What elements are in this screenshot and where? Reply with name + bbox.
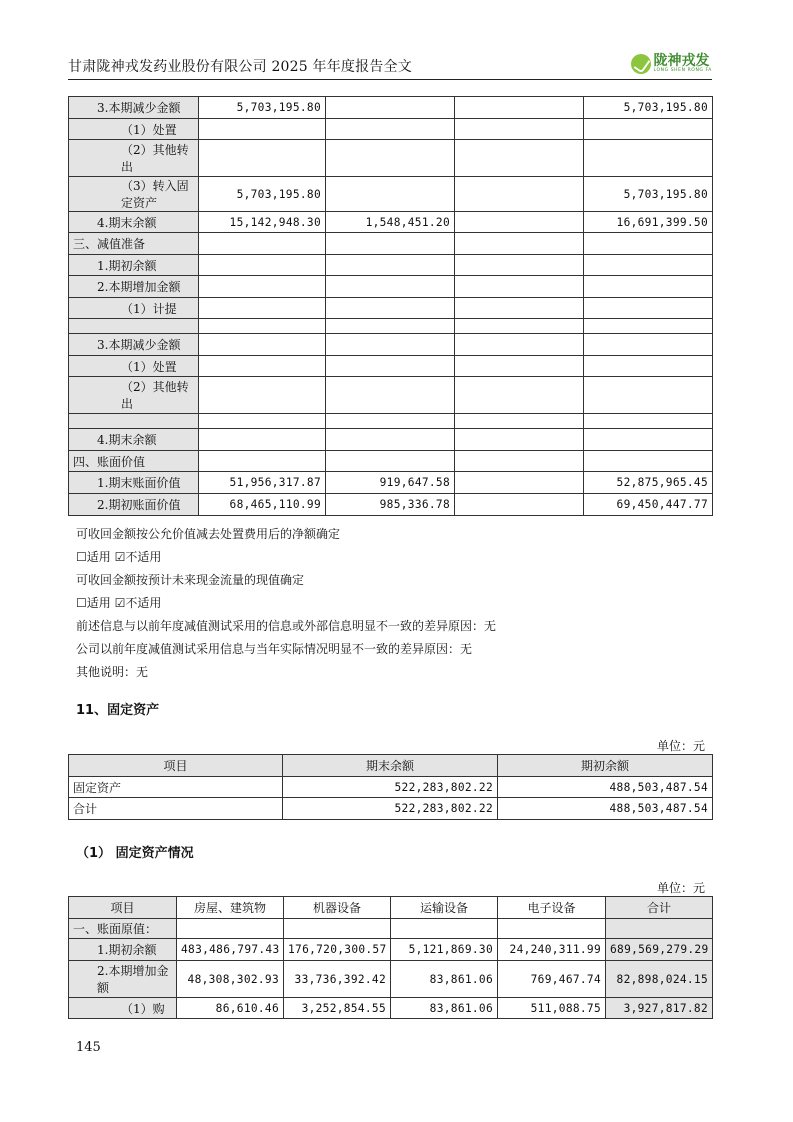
- value-cell: [455, 212, 584, 233]
- logo-leaf-icon: [631, 54, 651, 74]
- value-cell: [199, 255, 326, 276]
- table-row: [69, 377, 713, 414]
- table-row: [69, 451, 713, 472]
- value-cell: [199, 140, 326, 177]
- value-cell: [584, 429, 713, 451]
- table-header-cell: 房屋、建筑物: [177, 897, 284, 919]
- note-paragraph: 前述信息与以前年度减值测试采用的信息或外部信息明显不一致的差异原因：无: [76, 619, 497, 633]
- row-label: 1.期初余额: [69, 939, 177, 961]
- value-cell: 3,927,817.82: [606, 998, 713, 1019]
- value-cell: [326, 414, 455, 429]
- value-cell: 68,465,110.99: [199, 494, 326, 516]
- value-cell: [326, 233, 455, 255]
- table-header-cell: 项目: [69, 897, 177, 919]
- value-cell: [199, 334, 326, 356]
- table-header-cell: 项目: [69, 755, 283, 777]
- value-cell: [455, 177, 584, 212]
- value-cell: 5,703,195.80: [584, 97, 713, 119]
- note-checkbox-line: ☐适用 ☑不适用: [76, 596, 162, 610]
- table-row: [69, 356, 713, 377]
- row-label: （2）其他转出: [69, 140, 199, 177]
- value-cell: [177, 919, 284, 939]
- value-cell: 83,861.06: [391, 998, 498, 1019]
- table-row: [69, 494, 713, 516]
- value-cell: 522,283,802.22: [283, 798, 498, 820]
- table-row: [69, 140, 713, 177]
- note-paragraph: 其他说明：无: [76, 665, 149, 679]
- row-label: [69, 414, 199, 429]
- table-row: [69, 414, 713, 429]
- row-label: （1）计提: [69, 298, 199, 319]
- value-cell: [455, 414, 584, 429]
- table-row: [69, 276, 713, 298]
- row-label: 一、账面原值：: [69, 919, 177, 939]
- value-cell: [455, 276, 584, 298]
- row-label: （2）其他转出: [69, 377, 199, 414]
- value-cell: [455, 119, 584, 140]
- row-label: 2.期初账面价值: [69, 494, 199, 516]
- value-cell: [584, 451, 713, 472]
- value-cell: [326, 177, 455, 212]
- value-cell: [455, 319, 584, 334]
- row-label: 3.本期减少金额: [69, 97, 199, 119]
- value-cell: [326, 319, 455, 334]
- value-cell: 52,875,965.45: [584, 472, 713, 494]
- value-cell: [199, 319, 326, 334]
- page-header: [68, 52, 712, 80]
- value-cell: 51,956,317.87: [199, 472, 326, 494]
- table-header-cell: 合计: [606, 897, 713, 919]
- value-cell: [199, 119, 326, 140]
- table-header-cell: 期初余额: [498, 755, 713, 777]
- value-cell: [326, 97, 455, 119]
- row-label: 3.本期减少金额: [69, 334, 199, 356]
- value-cell: [455, 97, 584, 119]
- value-cell: 919,647.58: [326, 472, 455, 494]
- table-row: [69, 919, 713, 939]
- value-cell: 488,503,487.54: [498, 777, 713, 798]
- value-cell: [584, 233, 713, 255]
- value-cell: [199, 233, 326, 255]
- row-label: 四、账面价值: [69, 451, 199, 472]
- value-cell: [606, 919, 713, 939]
- table-row: [69, 429, 713, 451]
- value-cell: 5,703,195.80: [199, 97, 326, 119]
- value-cell: [326, 276, 455, 298]
- unit-label: 单位：元: [656, 881, 705, 895]
- table-header-cell: 运输设备: [391, 897, 498, 919]
- row-label: 2.本期增加金额: [69, 276, 199, 298]
- company-logo: [631, 52, 712, 76]
- table-row: [69, 212, 713, 233]
- value-cell: 5,703,195.80: [199, 177, 326, 212]
- table-row: [69, 319, 713, 334]
- value-cell: [584, 334, 713, 356]
- value-cell: 48,308,302.93: [177, 961, 284, 998]
- value-cell: [326, 334, 455, 356]
- header-title: 甘肃陇神戎发药业股份有限公司 2025 年年度报告全文: [68, 59, 412, 75]
- value-cell: [199, 451, 326, 472]
- value-cell: 24,240,311.99: [498, 939, 606, 961]
- table-row: [69, 334, 713, 356]
- note-checkbox-line: ☐适用 ☑不适用: [76, 550, 162, 564]
- value-cell: 511,088.75: [498, 998, 606, 1019]
- row-label: 固定资产: [69, 777, 283, 798]
- value-cell: [455, 140, 584, 177]
- value-cell: 69,450,447.77: [584, 494, 713, 516]
- value-cell: [584, 377, 713, 414]
- value-cell: 5,121,869.30: [391, 939, 498, 961]
- value-cell: [326, 140, 455, 177]
- row-label: 2.本期增加金额: [69, 961, 177, 998]
- value-cell: [326, 255, 455, 276]
- value-cell: [326, 356, 455, 377]
- value-cell: [455, 356, 584, 377]
- value-cell: [326, 429, 455, 451]
- subsection-title: （1） 固定资产情况: [76, 846, 194, 861]
- value-cell: 176,720,300.57: [284, 939, 391, 961]
- row-label: 4.期末余额: [69, 212, 199, 233]
- row-label: 1.期初余额: [69, 255, 199, 276]
- table-row: [69, 961, 713, 998]
- table-row: [69, 472, 713, 494]
- row-label: 4.期末余额: [69, 429, 199, 451]
- table-row: [69, 119, 713, 140]
- table-header-cell: 机器设备: [284, 897, 391, 919]
- value-cell: [455, 233, 584, 255]
- value-cell: [284, 919, 391, 939]
- table-row: [69, 177, 713, 212]
- row-label: 三、减值准备: [69, 233, 199, 255]
- value-cell: [391, 919, 498, 939]
- row-label: （1）处置: [69, 119, 199, 140]
- value-cell: 5,703,195.80: [584, 177, 713, 212]
- value-cell: 483,486,797.43: [177, 939, 284, 961]
- row-label: （1）处置: [69, 356, 199, 377]
- row-label: （3）转入固定资产: [69, 177, 199, 212]
- value-cell: [326, 451, 455, 472]
- value-cell: [326, 119, 455, 140]
- row-label: 1.期末账面价值: [69, 472, 199, 494]
- table-header-cell: 期末余额: [283, 755, 498, 777]
- value-cell: [584, 276, 713, 298]
- logo-en-text: LONG SHEN RONG FA: [653, 68, 712, 74]
- value-cell: 985,336.78: [326, 494, 455, 516]
- value-cell: [584, 255, 713, 276]
- value-cell: 86,610.46: [177, 998, 284, 1019]
- row-label: 合计: [69, 798, 283, 820]
- value-cell: 769,467.74: [498, 961, 606, 998]
- value-cell: [326, 377, 455, 414]
- fixed-assets-detail-table: [68, 896, 713, 1019]
- value-cell: [455, 472, 584, 494]
- value-cell: [455, 451, 584, 472]
- note-paragraph: 公司以前年度减值测试采用信息与当年实际情况明显不一致的差异原因：无: [76, 642, 473, 656]
- value-cell: [199, 429, 326, 451]
- value-cell: [584, 298, 713, 319]
- value-cell: 1,548,451.20: [326, 212, 455, 233]
- note-paragraph: 可收回金额按预计未来现金流量的现值确定: [76, 573, 305, 587]
- logo-cn-text: 陇神戎发: [653, 53, 710, 70]
- value-cell: [455, 255, 584, 276]
- row-label: （1）购: [69, 998, 177, 1019]
- value-cell: [584, 414, 713, 429]
- value-cell: 83,861.06: [391, 961, 498, 998]
- table-row: [69, 233, 713, 255]
- intangible-assets-table: [68, 96, 713, 516]
- page-number: 145: [76, 1040, 101, 1055]
- value-cell: [584, 356, 713, 377]
- note-paragraph: 可收回金额按公允价值减去处置费用后的净额确定: [76, 527, 341, 541]
- value-cell: 522,283,802.22: [283, 777, 498, 798]
- value-cell: [199, 276, 326, 298]
- value-cell: [455, 377, 584, 414]
- value-cell: [455, 494, 584, 516]
- value-cell: [455, 334, 584, 356]
- table-row: [69, 97, 713, 119]
- value-cell: [584, 119, 713, 140]
- value-cell: [199, 356, 326, 377]
- value-cell: [199, 377, 326, 414]
- value-cell: 488,503,487.54: [498, 798, 713, 820]
- value-cell: 82,898,024.15: [606, 961, 713, 998]
- table-row: [69, 939, 713, 961]
- value-cell: [455, 298, 584, 319]
- fixed-assets-summary-table: [68, 754, 713, 820]
- row-label: [69, 319, 199, 334]
- value-cell: [584, 319, 713, 334]
- table-row: [69, 255, 713, 276]
- value-cell: [199, 298, 326, 319]
- section-title: 11、固定资产: [76, 703, 160, 718]
- value-cell: [199, 414, 326, 429]
- value-cell: 3,252,854.55: [284, 998, 391, 1019]
- value-cell: [584, 140, 713, 177]
- value-cell: [326, 298, 455, 319]
- table-header-cell: 电子设备: [498, 897, 606, 919]
- value-cell: [455, 429, 584, 451]
- table-row: [69, 298, 713, 319]
- value-cell: 16,691,399.50: [584, 212, 713, 233]
- value-cell: 15,142,948.30: [199, 212, 326, 233]
- table-row: [69, 998, 713, 1019]
- value-cell: 33,736,392.42: [284, 961, 391, 998]
- unit-label: 单位：元: [656, 739, 705, 753]
- value-cell: 689,569,279.29: [606, 939, 713, 961]
- value-cell: [498, 919, 606, 939]
